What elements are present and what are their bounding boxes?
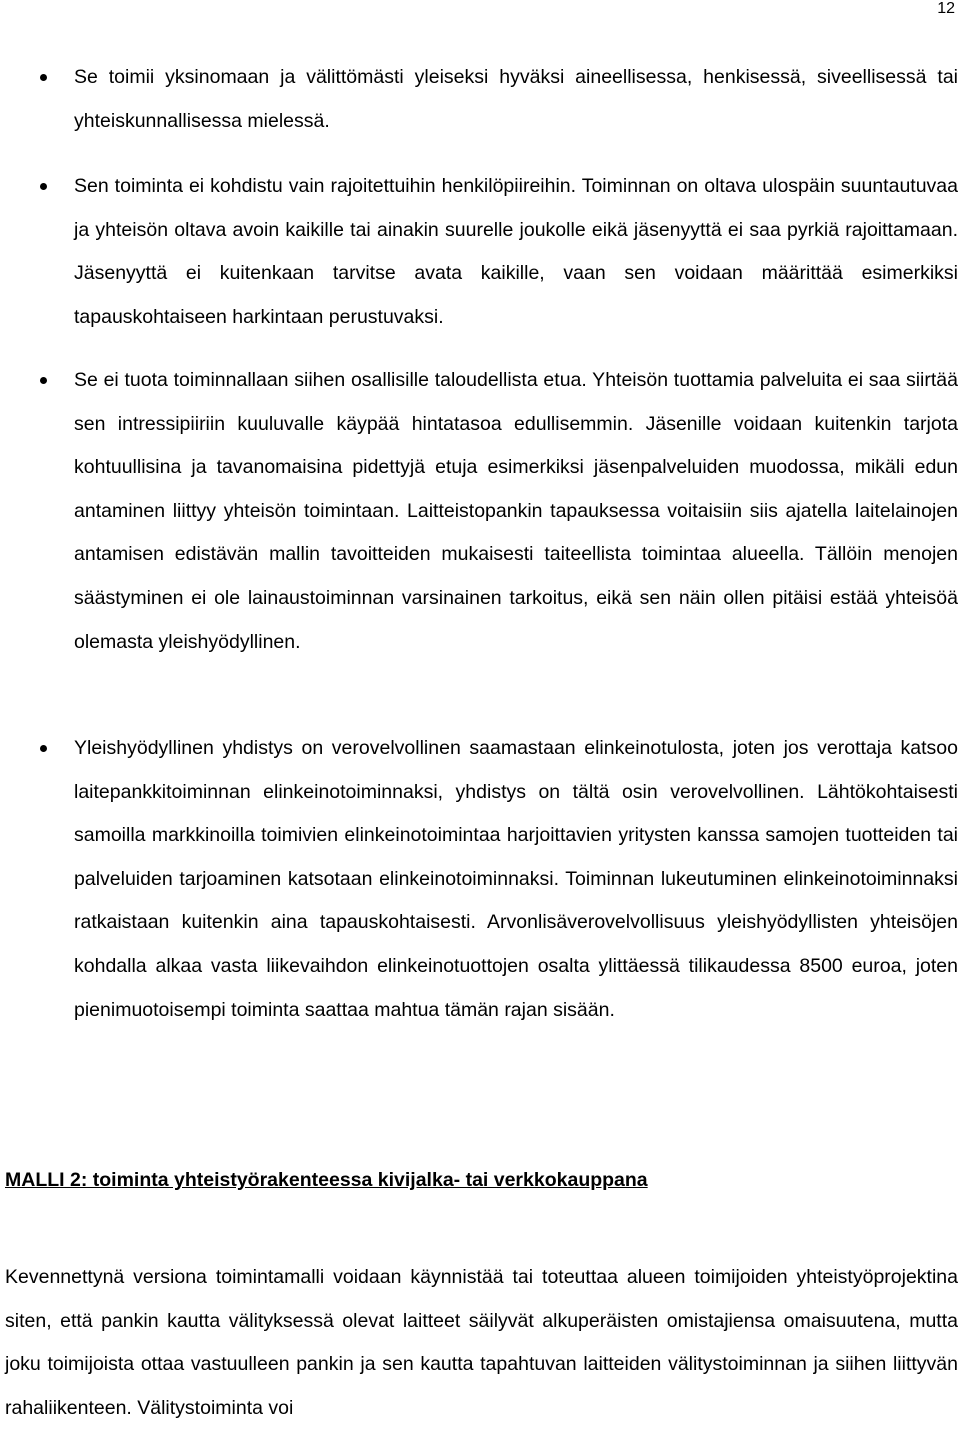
bullet-icon (40, 183, 47, 190)
bullet-icon (40, 74, 47, 81)
section-heading: MALLI 2: toiminta yhteistyörakenteessa kivijalka- tai verkkokauppana (5, 1169, 648, 1191)
bullet-item-economic-benefit (74, 359, 958, 664)
bullet-item-tax-liability (74, 727, 958, 1032)
bullet-icon (40, 745, 47, 752)
bullet-item-membership (74, 165, 958, 339)
bullet-text: Se toimii yksinomaan ja välittömästi yleiseksi hyväksi aineellisessa, henkisessä, siveellisessä tai yhteiskunnallisessa mielessä. (74, 66, 958, 132)
bullet-text: Sen toiminta ei kohdistu vain rajoitettuihin henkilöpiireihin. Toiminnan on oltava ulospäin suuntautuvaa ja yhteisön oltava avoin kaikille tai ainakin suurelle joukolle eikä jäsenyyttä ei saa pyrkiä rajoittamaan. Jäsenyyttä ei kuitenkaan tarvitse avata kaikille, vaan sen voidaan määrittää esimerkiksi tapauskohtaiseen harkintaan perustuvaksi. (74, 175, 958, 328)
bullet-text: Se ei tuota toiminnallaan siihen osallisille taloudellista etua. Yhteisön tuottamia palveluita ei saa siirtää sen intressipiiriin kuuluvalle käypää hintatasoa edullisemmin. Jäsenille voidaan kuitenkin tarjota kohtuullisina ja tavanomaisina pidettyjä etuja esimerkiksi jäsenpalveluiden muodossa, mikäli edun antaminen liittyy yhteisön toimintaan. Laitteistopankin tapauksessa voitaisiin siis ajatella laitelainojen antamisen edistävän mallin tavoitteiden mukaisesti taiteellista toimintaa alueella. Tällöin menojen säästyminen ei ole lainaustoiminnan varsinainen tarkoitus, eikä sen näin ollen pitäisi estää yhteisöä olemasta yleishyödyllinen. (74, 369, 958, 653)
bullet-icon (40, 377, 47, 384)
bullet-item-public-benefit (74, 56, 958, 143)
page-number: 12 (937, 0, 955, 17)
bullet-text: Yleishyödyllinen yhdistys on verovelvollinen saamastaan elinkeinotulosta, joten jos verottaja katsoo laitepankkitoiminnan elinkeinotoiminnaksi, yhdistys on tältä osin verovelvollinen. Lähtökohtaisesti samoilla markkinoilla toimivien elinkeinotoimintaa harjoittavien yritysten kanssa samojen tuotteiden tai palveluiden tarjoaminen katsotaan elinkeinotoiminnaksi. Toiminnan lukeutuminen elinkeinotoiminnaksi ratkaistaan kuitenkin aina tapauskohtaisesti. Arvonlisäverovelvollisuus yleishyödyllisten yhteisöjen kohdalla alkaa vasta liikevaihdon elinkeinotuottojen osalta ylittäessä tilikaudessa 8500 euroa, joten pienimuotoisempi toiminta saattaa mahtua tämän rajan sisään. (74, 737, 958, 1021)
section-paragraph: Kevennettynä versiona toimintamalli voidaan käynnistää tai toteuttaa alueen toimijoiden yhteistyöprojektina siten, että pankin kautta välityksessä olevat laitteet säilyvät alkuperäisten omistajiensa omaisuutena, mutta joku toimijoista ottaa vastuulleen pankin ja sen kautta tapahtuvan laitteiden välitystoiminnan ja siihen liittyvän rahaliikenteen. Välitystoiminta voi (5, 1266, 958, 1419)
